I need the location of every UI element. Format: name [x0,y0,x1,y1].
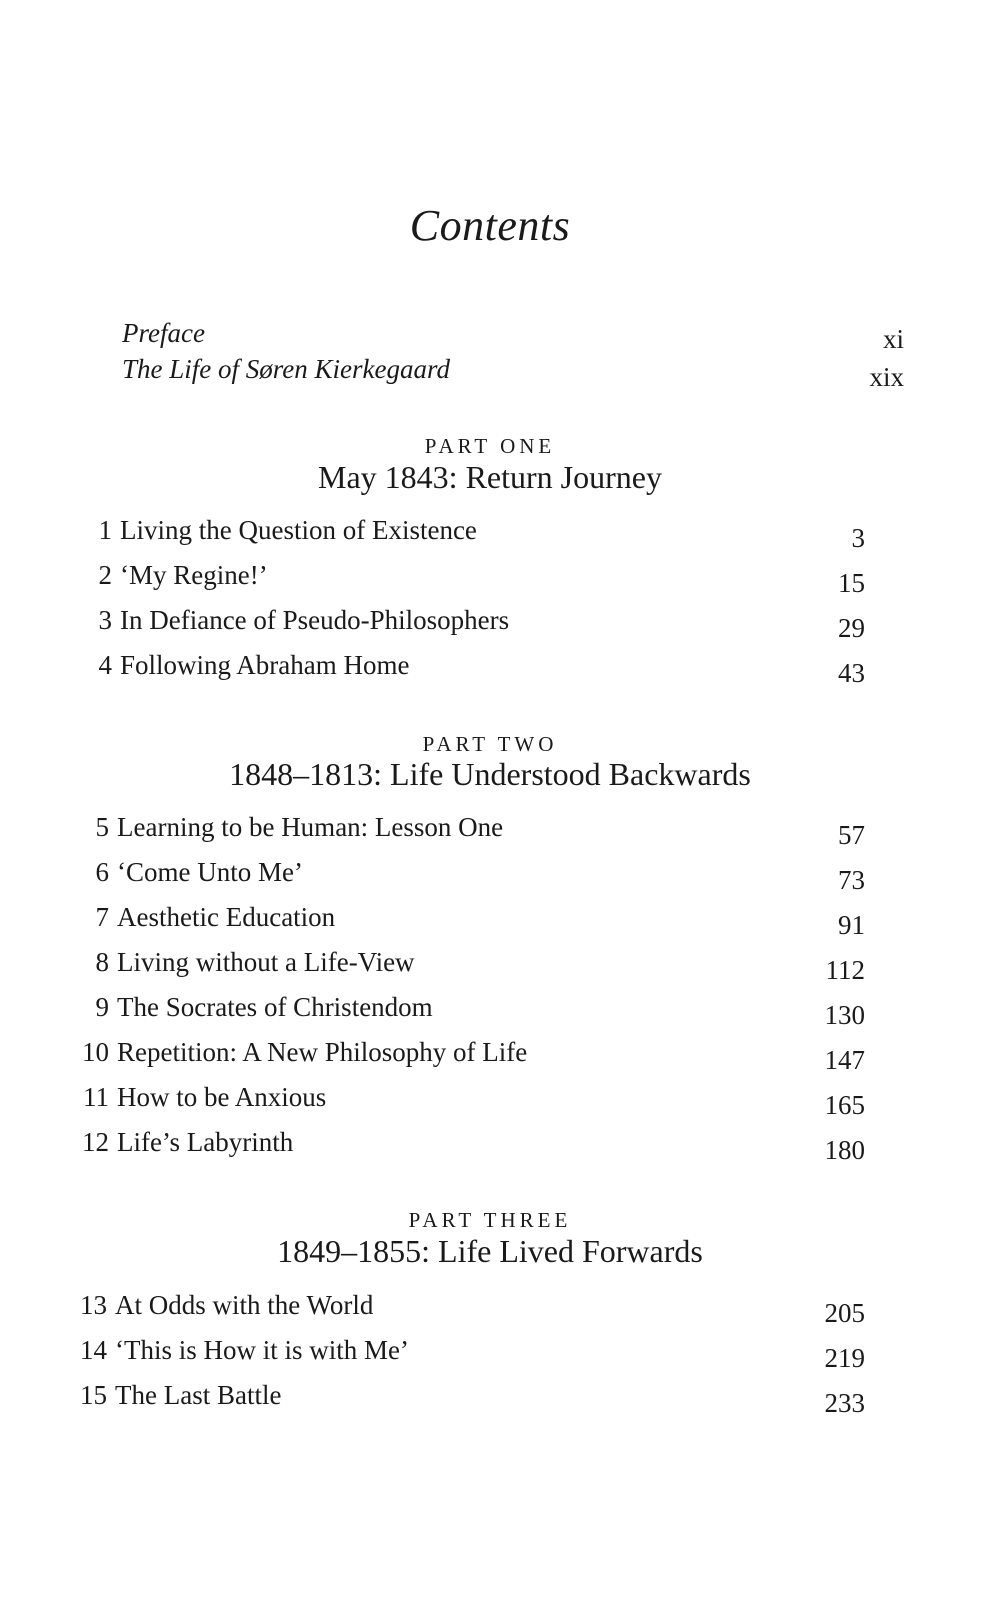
chapter-number: 12 [82,1127,109,1157]
chapter-page: 219 [824,1343,865,1373]
toc-entry[interactable] [67,812,865,848]
chapter-page: 91 [838,910,865,940]
front-matter-life[interactable] [122,354,904,392]
chapter-title: The Last Battle [115,1380,282,1410]
chapter-page: 73 [838,865,865,895]
chapter-page: 130 [824,1000,865,1030]
chapter-page: 112 [825,955,865,985]
chapter-title: Repetition: A New Philosophy of Life [117,1037,528,1067]
chapter-number: 7 [95,902,109,932]
front-matter-title: Preface [122,318,205,348]
chapter-page: 147 [824,1045,865,1075]
chapter-page: 3 [851,523,865,553]
toc-entry[interactable] [70,560,865,596]
chapter-title: The Socrates of Christendom [117,992,433,1022]
chapter-page: 180 [824,1135,865,1165]
chapter-number: 5 [95,812,109,842]
chapter-page: 43 [838,658,865,688]
chapter-title: Living without a Life-View [117,947,415,977]
chapter-title: At Odds with the World [115,1290,374,1320]
chapter-number: 11 [83,1082,109,1112]
toc-entry[interactable] [67,992,865,1028]
chapter-number: 8 [95,947,109,977]
chapter-page: 205 [824,1298,865,1328]
part-label: PART TWO [422,732,558,756]
chapter-number: 2 [98,560,112,590]
chapter-page: 233 [824,1388,865,1418]
chapter-title: ‘Come Unto Me’ [117,857,303,887]
chapter-number: 13 [80,1290,107,1320]
chapter-title: Life’s Labyrinth [117,1127,294,1157]
chapter-number: 10 [82,1037,109,1067]
chapter-number: 9 [95,992,109,1022]
chapter-title: How to be Anxious [117,1082,327,1112]
chapter-title: Learning to be Human: Lesson One [117,812,504,842]
toc-entry[interactable] [70,515,865,551]
toc-entry[interactable] [70,605,865,641]
part-title: May 1843: Return Journey [318,459,662,495]
toc-entry[interactable] [67,1082,865,1118]
toc-entry[interactable] [70,650,865,686]
part-title: 1849–1855: Life Lived Forwards [277,1233,703,1269]
front-matter-page: xix [869,362,904,392]
chapter-page: 165 [824,1090,865,1120]
toc-entry[interactable] [67,857,865,893]
front-matter-preface[interactable] [122,318,904,354]
toc-entry[interactable] [65,1335,865,1371]
part-label: PART THREE [408,1208,572,1232]
toc-entry[interactable] [65,1380,865,1416]
chapter-number: 4 [98,650,112,680]
chapter-number: 14 [80,1335,107,1365]
front-matter-title: The Life of Søren Kierkegaard [122,354,450,384]
chapter-page: 15 [838,568,865,598]
chapter-page: 57 [838,820,865,850]
toc-entry[interactable] [67,947,865,983]
chapter-title: Living the Question of Existence [120,515,477,545]
chapter-number: 15 [80,1380,107,1410]
chapter-title: Following Abraham Home [120,650,410,680]
contents-title: Contents [409,201,571,250]
toc-entry[interactable] [67,1127,865,1163]
chapter-title: Aesthetic Education [117,902,336,932]
toc-entry[interactable] [65,1290,865,1326]
chapter-title: ‘My Regine!’ [120,560,268,590]
part-title: 1848–1813: Life Understood Backwards [229,756,751,792]
part-label: PART ONE [424,434,556,458]
chapter-page: 29 [838,613,865,643]
chapter-title: In Defiance of Pseudo-Philosophers [120,605,510,635]
front-matter-page: xi [882,324,904,354]
chapter-title: ‘This is How it is with Me’ [115,1335,409,1365]
chapter-number: 1 [98,515,112,545]
chapter-number: 3 [98,605,112,635]
toc-entry[interactable] [67,902,865,938]
toc-entry[interactable] [67,1037,865,1073]
chapter-number: 6 [95,857,109,887]
